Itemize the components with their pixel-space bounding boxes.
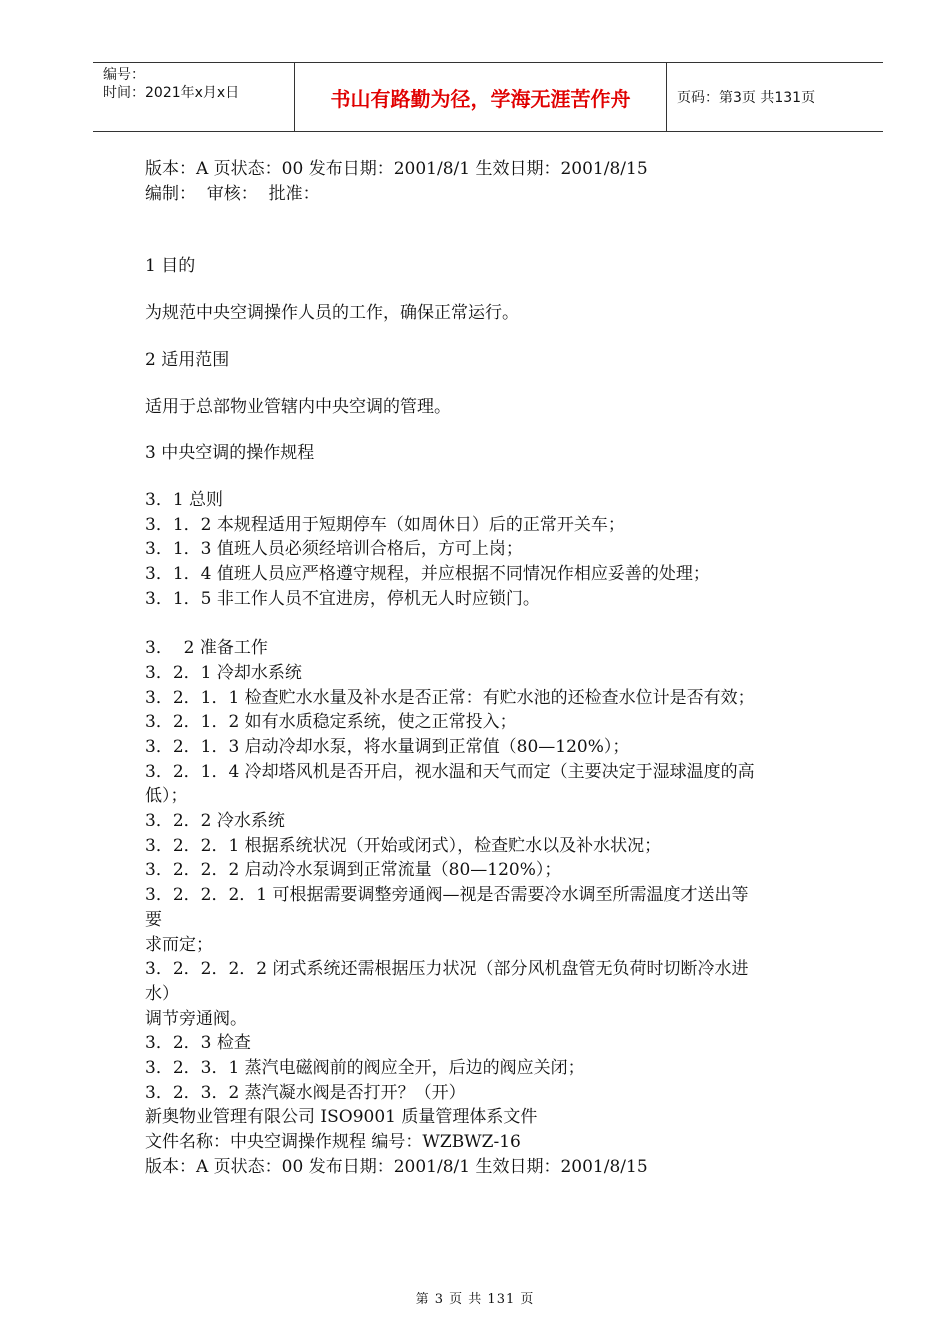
company-doc-line: 新奥物业管理有限公司 ISO9001 质量管理体系文件 <box>145 1107 538 1128</box>
doc-name-line: 文件名称：中央空调操作规程 编号：WZBWZ-16 <box>145 1132 521 1153</box>
section-2-title: 2 适用范围 <box>145 349 230 370</box>
clause-line: 3．1．2 本规程适用于短期停车（如周休日）后的正常开关车； <box>145 514 625 535</box>
clause-line: 3．1．3 值班人员必须经培训合格后，方可上岗； <box>145 539 523 560</box>
clause-line: 3．2．3．1 蒸汽电磁阀前的阀应全开，后边的阀应关闭； <box>145 1058 585 1079</box>
number-label: 编号： <box>103 67 145 83</box>
clause-line: 3．1．4 值班人员应严格遵守规程，并应根据不同情况作相应妥善的处理； <box>145 564 710 585</box>
clause-line: 3．2．2．1 根据系统状况（开始或闭式），检查贮水以及补水状况； <box>145 835 662 856</box>
clause-line: 3．2．2 冷水系统 <box>145 811 285 832</box>
clause-line: 求而定； <box>145 934 213 955</box>
document-body <box>145 157 835 1180</box>
clause-line: 3．2．3 检查 <box>145 1033 251 1054</box>
clause-line: 3．2．1．2 如有水质稳定系统，使之正常投入； <box>145 712 517 733</box>
section-1-title: 1 目的 <box>145 256 196 277</box>
header-motto: 书山有路勤为径，学海无涯苦作舟 <box>295 63 667 131</box>
clause-line: 3．2．3．2 蒸汽凝水阀是否打开？（开） <box>145 1082 466 1103</box>
clause-line: 3．2．2．2．2 闭式系统还需根据压力状况（部分风机盘管无负荷时切断冷水进 <box>145 959 749 980</box>
clause-line: 3．2．1．4 冷却塔风机是否开启，视水温和天气而定（主要决定于湿球温度的高 <box>145 761 755 782</box>
header-page-info: 页码：第3页 共131页 <box>677 90 816 106</box>
clause-line: 低）； <box>145 786 188 807</box>
clause-line: 3．2．1．3 启动冷却水泵，将水量调到正常值（80—120%）； <box>145 736 630 757</box>
clause-line: 3．2．2．2 启动冷水泵调到正常流量（80—120%）； <box>145 860 562 881</box>
clause-line: 要 <box>145 909 162 930</box>
page-header <box>93 62 883 132</box>
section-2-body: 适用于总部物业管辖内中央空调的管理。 <box>145 396 451 417</box>
clause-line: 3．1．5 非工作人员不宜进房，停机无人时应锁门。 <box>145 588 540 609</box>
page-footer: 第 3 页 共 131 页 <box>415 1292 535 1307</box>
clause-line: 调节旁通阀。 <box>145 1008 247 1029</box>
version-line-repeat: 版本：A 页状态：00 发布日期：2001/8/1 生效日期：2001/8/15 <box>145 1156 648 1177</box>
clause-line: 3． 2 准备工作 <box>145 638 268 659</box>
clause-line: 3．2．2．2．1 可根据需要调整旁通阀—视是否需要冷水调至所需温度才送出等 <box>145 885 749 906</box>
time-label: 时间：2021年x月x日 <box>103 85 240 101</box>
sign-line: 编制： 审核： 批准： <box>145 183 320 204</box>
header-left-cell <box>93 63 295 131</box>
clause-line: 3．1 总则 <box>145 489 224 510</box>
clause-line: 3．2．1 冷却水系统 <box>145 662 302 683</box>
version-line: 版本：A 页状态：00 发布日期：2001/8/1 生效日期：2001/8/15 <box>145 159 648 179</box>
section-1-body: 为规范中央空调操作人员的工作，确保正常运行。 <box>145 303 519 324</box>
section-3-title: 3 中央空调的操作规程 <box>145 443 315 464</box>
clause-line: 3．2．1．1 检查贮水水量及补水是否正常：有贮水池的还检查水位计是否有效； <box>145 687 755 708</box>
clause-line: 水） <box>145 983 179 1004</box>
